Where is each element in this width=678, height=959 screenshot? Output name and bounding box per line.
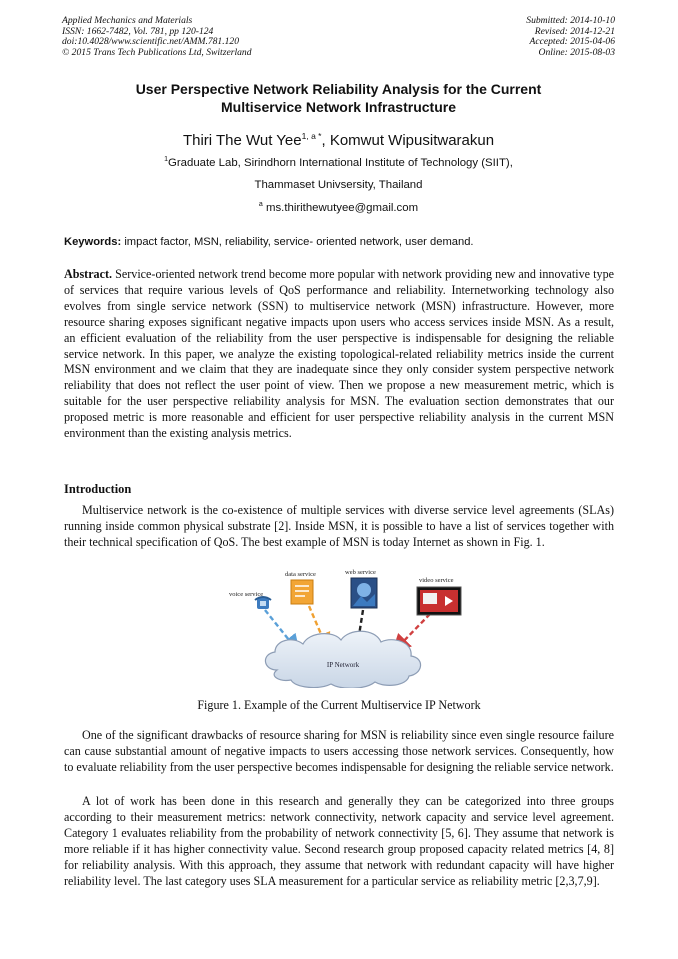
phone-icon [255,597,271,609]
figure-1-caption: Figure 1. Example of the Current Multiservice IP Network [197,698,481,712]
email-marker: a [258,201,263,208]
affiliation-email-line [62,201,615,214]
journal-doi: doi:10.4028/www.scientific.net/AMM.781.120 [62,36,240,48]
web-service-label: web service [345,569,376,576]
keywords-label: Keywords: [64,236,122,248]
affiliation-marker: 1 [164,156,169,163]
author-1: Thiri The Wut Yee [182,132,302,149]
intro-paragraph-3: A lot of work has been done in this research and generally they can be categorized into three groups according to their measurement metrics: network connectivity, network capacity and service level agreement. Category 1 evaluates reliability from the probability of network connectivity [5, 6]. They assume that network is more reliable if it has higher connectivity value. Second research group proposed capacity related metrics [4, 8] for reliability analysis. With this approach, they assume that network with redundant capacity will have higher reliability level. The last category uses SLA measurement for a particular service as reliability metric [2,3,7,9]. [64,794,614,888]
affiliation-line1 [62,156,615,169]
affiliation-line2: Thammaset Univsersity, Thailand [254,179,423,191]
journal-header-left [62,16,252,58]
figure-1 [225,566,470,688]
keywords [64,236,624,248]
date-submitted: Submitted: 2014-10-10 [526,15,615,26]
video-service-label: video service [419,577,454,584]
journal-issn: ISSN: 1662-7482, Vol. 781, pp 120-124 [62,25,214,37]
paper-title-line1: User Perspective Network Reliability Analysis for the Current [135,81,542,97]
paper-title-line2: Multiservice Network Infrastructure [221,99,456,115]
video-icon [417,587,461,615]
data-service-label: data service [285,571,316,578]
voice-service-label: voice service [229,591,264,598]
section-heading-introduction: Introduction [64,482,132,496]
intro-paragraph-1: Multiservice network is the co-existence of multiple services with diverse service level agreements (SLAs) running inside common physical substrate [2]. Inside MSN, it is possible to have a list of services together with their technical specification of QoS. The best example of MSN is today Internet as shown in Fig. 1. [64,503,614,549]
paper-title [62,80,615,116]
author-email: ms.thirithewutyee@gmail.com [265,201,419,214]
document-icon [291,580,313,604]
author-2: Komwut Wipusitwarakun [329,132,495,149]
journal-header-right [526,16,615,58]
cloud-label: IP Network [326,661,360,669]
abstract-label: Abstract. [64,267,113,281]
date-revised: Revised: 2014-12-21 [534,25,615,37]
intro-paragraph-2: One of the significant drawbacks of resource sharing for MSN is reliability since even single resource failure can cause substantial amount of negative impacts to users accessing those network services. Consequently, how to evaluate reliability from the user perspective becomes indispensable for designing the reliable service network. [64,728,614,774]
network-diagram [225,566,470,688]
author-separator: , [321,132,330,149]
journal-name: Applied Mechanics and Materials [62,15,193,26]
journal-copyright: © 2015 Trans Tech Publications Ltd, Switzerland [62,46,252,58]
web-icon [351,578,377,608]
date-online: Online: 2015-08-03 [538,46,615,58]
affiliation-institution: Graduate Lab, Sirindhorn International Institute of Technology (SIIT), [168,156,513,169]
abstract [64,267,614,442]
date-accepted: Accepted: 2015-04-06 [529,36,615,48]
ip-network-cloud [265,631,420,688]
keywords-text: impact factor, MSN, reliability, service- oriented network, user demand. [124,236,474,248]
abstract-text: Service-oriented network trend become more popular with network providing new and innovative type of services that require various levels of QoS performance and reliability. Internetworking technology also evolves from single service network (SSN) to multiservice network (MSN) infrastructure. However, more resource sharing exposes significant negative impacts upon users who access services inside MSN. As a result, an efficient evaluation of the reliability from the user perspective is indispensable for designing the reliable service network. In this paper, we analyze the existing topological-related reliability metrics inside the current MSN environment and we claim that they are inadequate since they only consider system perspective network reliability that does not reflect the user point of view. Then we propose a new measurement metric, which is suitable for the user perspective reliability analysis for MSN. The evaluation section demonstrates that our proposed metric is more reasonable and efficient for user perspective reliability analysis in the current MSN environment than the existing analysis metrics. [64,267,614,441]
author-list [62,131,615,149]
author-1-affiliation-marker: 1, a * [301,131,322,141]
